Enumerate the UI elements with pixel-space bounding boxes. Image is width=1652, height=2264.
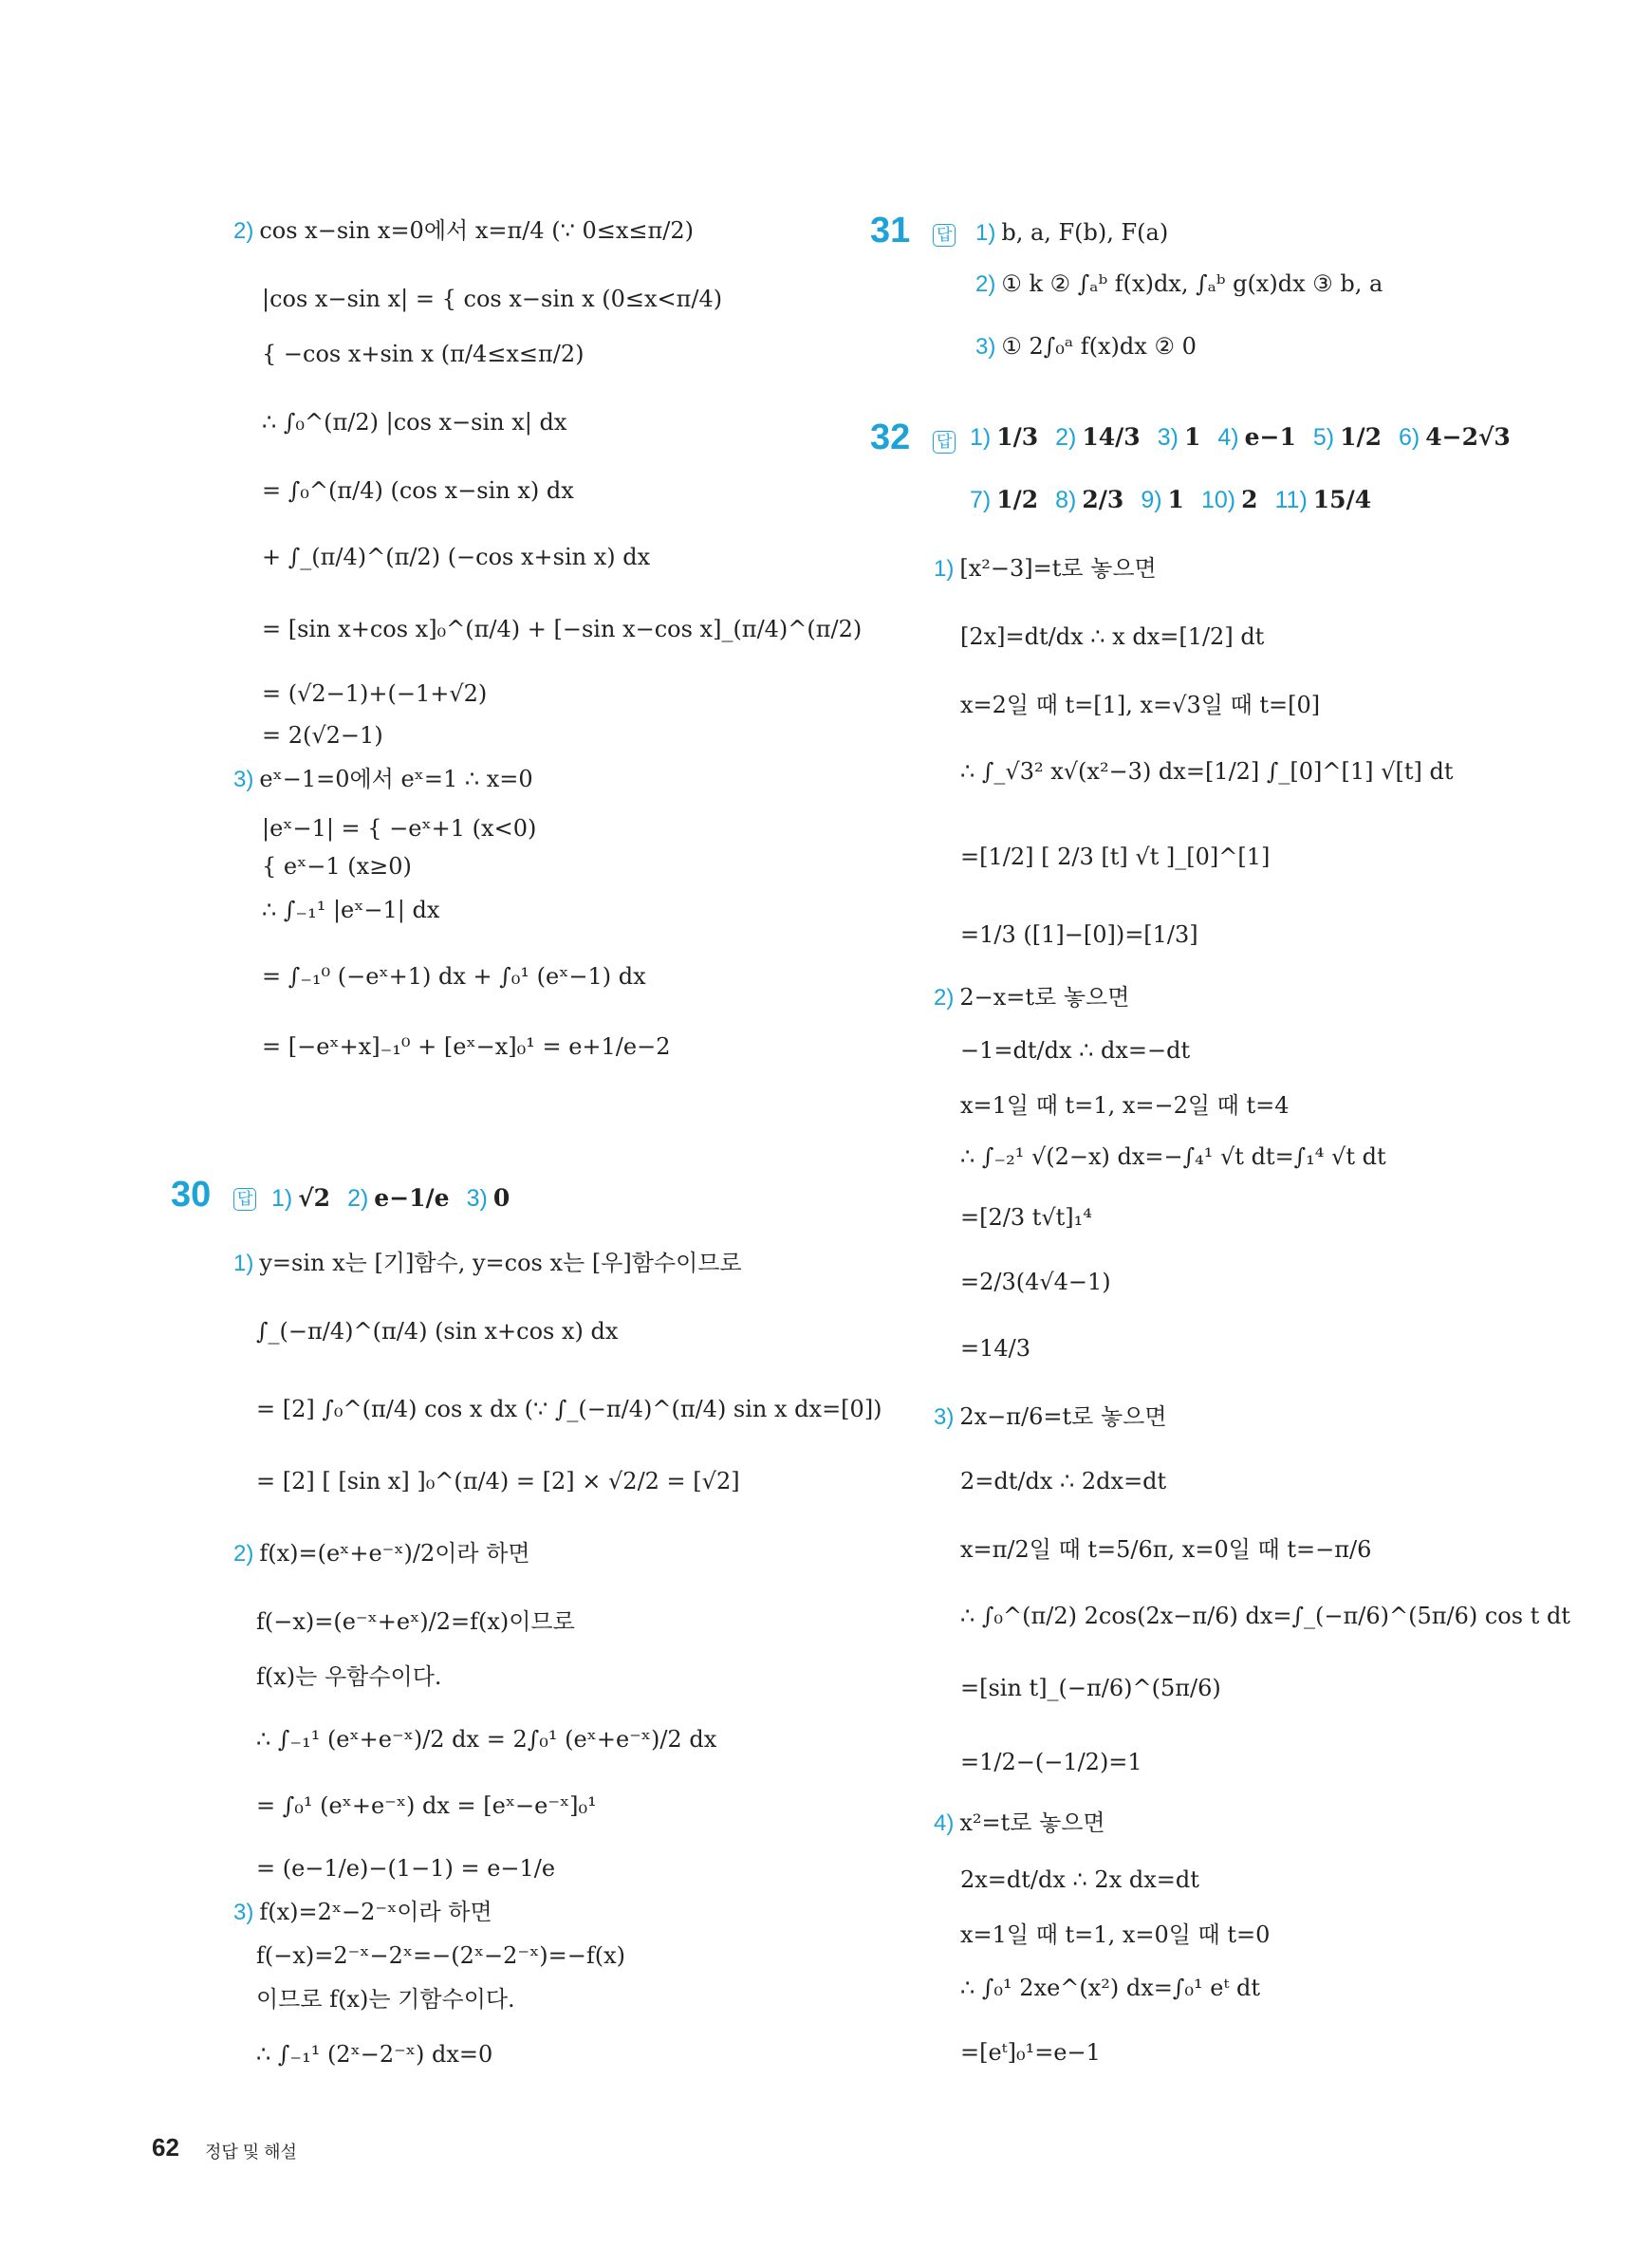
solution-line (960, 1674, 1221, 1702)
solution-text: = [−eˣ+x]₋₁⁰ + [eˣ−x]₀¹ = e+1/e−2 (262, 1033, 671, 1060)
solution-line (960, 1268, 1111, 1296)
solution-line (960, 920, 1198, 949)
solution-text: x=1일 때 t=1, x=0일 때 t=0 (960, 1921, 1271, 1948)
solution-text: ∴ ∫₋₁¹ (eˣ+e⁻ˣ)/2 dx = 2∫₀¹ (eˣ+e⁻ˣ)/2 dx (256, 1726, 717, 1753)
solution-text: =[sin t]_(−π/6)^(5π/6) (960, 1675, 1221, 1701)
solution-line (960, 757, 1453, 786)
sub-question-label: 2) (233, 1541, 254, 1567)
solution-line (262, 1032, 670, 1061)
answer-label: 9) (1141, 487, 1162, 513)
answer-label: 5) (1312, 424, 1335, 451)
sub-question-label: 3) (233, 1900, 254, 1925)
answer-badge-30: 답 (233, 1188, 256, 1211)
solution-text: = (e−1/e)−(1−1) = e−1/e (256, 1855, 556, 1882)
solution-line (934, 983, 1129, 1012)
answer-label: 11) (1274, 487, 1308, 513)
solution-text: ∴ ∫₋₁¹ (2ˣ−2⁻ˣ) dx=0 (256, 2041, 493, 2068)
solution-line (256, 2040, 492, 2069)
answer-value: 4−2√3 (1425, 423, 1511, 451)
solution-line (262, 852, 412, 881)
solution-line (262, 896, 439, 924)
answer-label: 6) (1399, 424, 1420, 451)
answer-badge-31: 답 (933, 224, 956, 247)
solution-line (960, 1974, 1260, 2002)
solution-line (960, 1467, 1166, 1495)
solution-text: ∴ ∫₀^(π/2) 2cos(2x−π/6) dx=∫_(−π/6)^(5π/6) cos t dt (960, 1603, 1570, 1629)
solution-text: 2=dt/dx ∴ 2dx=dt (960, 1468, 1167, 1494)
solution-line (262, 615, 862, 643)
solution-line (934, 1809, 1105, 1838)
solution-text: =[eᵗ]₀¹=e−1 (960, 2039, 1101, 2066)
solution-text: −1=dt/dx ∴ dx=−dt (960, 1037, 1191, 1064)
solution-text: =[1/2] [ 2/3 [t] √t ]_[0]^[1] (960, 844, 1271, 870)
solution-line (233, 765, 533, 794)
solution-text: ∴ ∫₋₂¹ √(2−x) dx=−∫₄¹ √t dt=∫₁⁴ √t dt (960, 1143, 1386, 1170)
solution-text: ∴ ∫₀¹ 2xe^(x²) dx=∫₀¹ eᵗ dt (960, 1975, 1261, 2001)
solution-line (262, 814, 536, 843)
solution-text: ∴ ∫₀^(π/2) |cos x−sin x| dx (262, 409, 567, 436)
solution-text: =14/3 (960, 1335, 1031, 1362)
solution-line (934, 1402, 1167, 1432)
solution-line (262, 962, 646, 991)
answer-label: 4) (1217, 424, 1239, 451)
answer-label: 1) (271, 1185, 293, 1212)
answer-label: 10) (1200, 487, 1236, 513)
solution-line (960, 1142, 1386, 1171)
solution-line (975, 218, 1168, 248)
solution-text: { eˣ−1 (x≥0) (262, 853, 412, 880)
solution-line (262, 679, 487, 708)
solution-line (960, 1865, 1199, 1894)
solution-text: ∫_(−π/4)^(π/4) (sin x+cos x) dx (256, 1318, 619, 1345)
solution-text: = (√2−1)+(−1+√2) (262, 680, 488, 707)
solution-text: x²=t로 놓으면 (959, 1809, 1105, 1836)
solution-line (960, 691, 1320, 719)
solution-line (256, 1467, 740, 1495)
sub-question-label: 1) (934, 556, 955, 582)
question-number-32: 32 (870, 418, 911, 457)
solution-text: 2−x=t로 놓으면 (959, 984, 1130, 1011)
sub-question-label: 3) (233, 767, 254, 792)
solution-text: = ∫₀^(π/4) (cos x−sin x) dx (262, 477, 574, 504)
solution-line (960, 1602, 1570, 1630)
solution-text: = [2] [ [sin x] ]₀^(π/4) = [2] × √2/2 = [√2] (256, 1468, 740, 1494)
solution-line (256, 1725, 716, 1754)
solution-line (262, 721, 383, 750)
solution-line (233, 1249, 742, 1278)
question-number-30: 30 (171, 1175, 212, 1215)
answer-label: 1) (970, 424, 992, 451)
solution-line (256, 1854, 555, 1883)
solution-text: 이므로 f(x)는 기함수이다. (256, 1986, 515, 2013)
solution-text: f(−x)=(e⁻ˣ+eˣ)/2=f(x)이므로 (256, 1608, 575, 1635)
solution-line (960, 1203, 1092, 1232)
answers-32-row1 (970, 423, 1511, 452)
solution-line (256, 1985, 515, 2013)
answer-value: 2 (1241, 486, 1258, 513)
sub-question-label: 4) (934, 1810, 955, 1836)
sub-question-label: 1) (233, 1251, 254, 1276)
solution-line (256, 1791, 597, 1820)
solution-line (256, 1607, 575, 1636)
solution-line (262, 285, 722, 313)
answer-value: 1/3 (996, 423, 1039, 451)
solution-line (960, 1535, 1371, 1564)
solution-line (975, 269, 1383, 299)
solution-line (960, 622, 1264, 651)
solution-line (256, 1395, 882, 1423)
answer-value: e−1 (1244, 423, 1296, 451)
solution-text: =2/3(4√4−1) (960, 1269, 1111, 1295)
solution-text: |cos x−sin x| = { cos x−sin x (0≤x<π/4) (262, 286, 723, 312)
answer-label: 2) (347, 1185, 369, 1212)
answer-label: 3) (1157, 424, 1179, 451)
page-number: 62 (152, 2133, 179, 2162)
solution-text: + ∫_(π/4)^(π/2) (−cos x+sin x) dx (262, 544, 651, 570)
solution-text: x=2일 때 t=[1], x=√3일 때 t=[0] (960, 692, 1321, 718)
solution-text: 2x−π/6=t로 놓으면 (959, 1403, 1167, 1430)
solution-line (975, 332, 1197, 362)
answer-label: 7) (970, 487, 992, 513)
answer-badge-32: 답 (933, 431, 956, 454)
answer-value: 1/2 (996, 486, 1039, 513)
answer-label: 2) (1055, 424, 1077, 451)
solution-text: [2x]=dt/dx ∴ x dx=[1/2] dt (960, 623, 1265, 650)
solution-line (233, 216, 694, 246)
answer-value: 1 (1167, 486, 1184, 513)
solution-line (256, 1317, 618, 1345)
answer-value: 1 (1183, 423, 1201, 451)
solution-text: cos x−sin x=0에서 x=π/4 (∵ 0≤x≤π/2) (259, 217, 694, 244)
solution-line (256, 1662, 442, 1691)
solution-text: ① 2∫₀ᵃ f(x)dx ② 0 (1001, 333, 1197, 360)
solution-line (960, 1036, 1190, 1065)
solution-text: y=sin x는 [기]함수, y=cos x는 [우]함수이므로 (259, 1250, 742, 1276)
solution-text: x=1일 때 t=1, x=−2일 때 t=4 (960, 1092, 1290, 1119)
solution-line (960, 2038, 1101, 2067)
page-footer-title: 정답 및 해설 (205, 2143, 297, 2162)
solution-line (262, 543, 650, 571)
solution-line (934, 554, 1157, 584)
solution-text: 2x=dt/dx ∴ 2x dx=dt (960, 1866, 1199, 1893)
solution-line (960, 1921, 1270, 1949)
solution-text: = [sin x+cos x]₀^(π/4) + [−sin x−cos x]_(π/4)^(π/2) (262, 616, 863, 642)
question-number-31: 31 (870, 211, 911, 251)
answers-32-row2 (970, 486, 1371, 514)
answer-label: 3) (466, 1185, 488, 1212)
answers-30 (271, 1184, 510, 1213)
solution-text: = [2] ∫₀^(π/4) cos x dx (∵ ∫_(−π/4)^(π/4) sin x dx=[0]) (256, 1396, 882, 1422)
solution-line (960, 843, 1270, 871)
solution-text: =1/2−(−1/2)=1 (960, 1749, 1142, 1775)
solution-text: = ∫₋₁⁰ (−eˣ+1) dx + ∫₀¹ (eˣ−1) dx (262, 963, 646, 990)
solution-text: f(x)=2ˣ−2⁻ˣ이라 하면 (259, 1899, 492, 1925)
solution-text: [x²−3]=t로 놓으면 (959, 555, 1157, 582)
answer-value: 2/3 (1082, 486, 1124, 513)
answer-value: √2 (298, 1184, 331, 1212)
solution-line (262, 340, 584, 368)
solution-line (256, 1941, 625, 1970)
solution-text: { −cos x+sin x (π/4≤x≤π/2) (262, 341, 585, 367)
solution-line (233, 1539, 530, 1568)
solution-text: ① k ② ∫ₐᵇ f(x)dx, ∫ₐᵇ g(x)dx ③ b, a (1001, 270, 1383, 297)
answer-value: 15/4 (1312, 486, 1372, 513)
sub-question-label: 2) (975, 271, 996, 297)
answer-label: 8) (1055, 487, 1077, 513)
solution-text: = 2(√2−1) (262, 722, 383, 749)
sub-question-label: 2) (233, 218, 254, 244)
solution-text: =[2/3 t√t]₁⁴ (960, 1204, 1092, 1231)
solution-text: ∴ ∫₋₁¹ |eˣ−1| dx (262, 897, 440, 923)
sub-question-label: 1) (975, 220, 996, 246)
solution-text: f(x)=(eˣ+e⁻ˣ)/2이라 하면 (259, 1540, 530, 1567)
answer-value: 14/3 (1082, 423, 1141, 451)
solution-text: = ∫₀¹ (eˣ+e⁻ˣ) dx = [eˣ−e⁻ˣ]₀¹ (256, 1792, 597, 1819)
answer-value: 0 (492, 1184, 510, 1212)
solution-line (262, 476, 574, 505)
answer-value: e−1/e (374, 1184, 450, 1212)
solution-text: x=π/2일 때 t=5/6π, x=0일 때 t=−π/6 (960, 1536, 1372, 1563)
solution-text: eˣ−1=0에서 eˣ=1 ∴ x=0 (259, 766, 533, 792)
solution-text: |eˣ−1| = { −eˣ+1 (x<0) (262, 815, 537, 842)
sub-question-label: 2) (934, 985, 955, 1011)
solution-text: =1/3 ([1]−[0])=[1/3] (960, 921, 1198, 948)
solution-text: ∴ ∫_√3² x√(x²−3) dx=[1/2] ∫_[0]^[1] √[t] dt (960, 758, 1454, 785)
solution-text: f(x)는 우함수이다. (256, 1663, 442, 1690)
solution-line (233, 1898, 492, 1927)
solution-text: f(−x)=2⁻ˣ−2ˣ=−(2ˣ−2⁻ˣ)=−f(x) (256, 1942, 625, 1969)
solution-line (960, 1748, 1142, 1776)
solution-line (262, 408, 566, 436)
sub-question-label: 3) (934, 1404, 955, 1430)
answer-value: 1/2 (1340, 423, 1382, 451)
sub-question-label: 3) (975, 334, 996, 360)
solution-line (960, 1334, 1030, 1363)
solution-text: b, a, F(b), F(a) (1001, 219, 1169, 246)
solution-line (960, 1091, 1290, 1120)
